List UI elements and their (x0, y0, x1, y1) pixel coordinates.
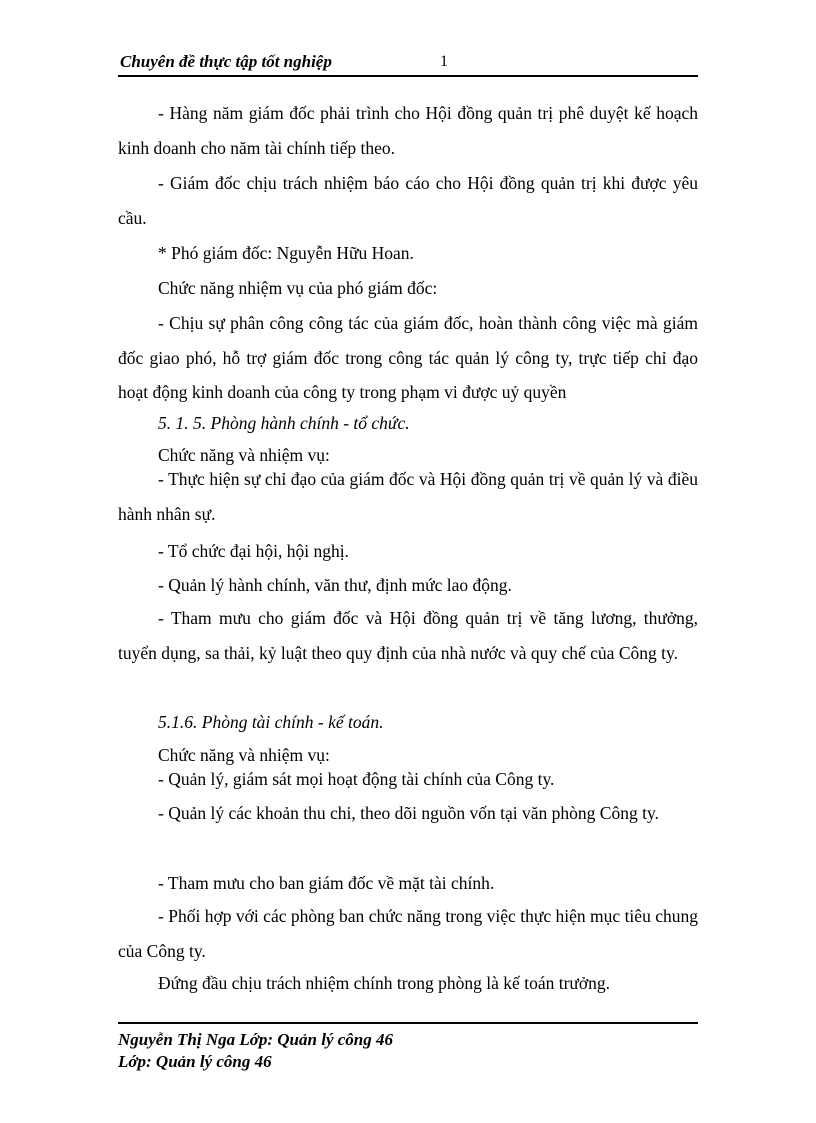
paragraph-hr-management: - Thực hiện sự chỉ đạo của giám đốc và Hội đồng quản trị về quản lý và điều hành nhân sự. (118, 469, 698, 524)
section-heading-515: 5. 1. 5. Phòng hành chính - tổ chức. (158, 413, 410, 433)
header-title: Chuyên đề thực tập tốt nghiệp (120, 52, 332, 71)
page-number: 1 (440, 53, 448, 70)
footer-author-class: Nguyễn Thị Nga Lớp: Quản lý công 46 (118, 1030, 393, 1049)
paragraph-meetings: - Tổ chức đại hội, hội nghị. (158, 541, 349, 561)
footer-class: Lớp: Quản lý công 46 (118, 1052, 272, 1071)
paragraph-finance-advice: - Tham mưu cho ban giám đốc về mặt tài chính. (158, 873, 495, 893)
paragraph-deputy-duties-label: Chức năng nhiệm vụ của phó giám đốc: (158, 278, 438, 298)
paragraph-revenue-expense: - Quản lý các khoản thu chi, theo dõi nguồn vốn tại văn phòng Công ty. (158, 803, 659, 823)
paragraph-deputy-duties: - Chịu sự phân công công tác của giám đốc, hoàn thành công việc mà giám đốc giao phó, hỗ trợ giám đốc trong công tác quản lý công ty, trực tiếp chỉ đạo hoạt động kinh doanh của công ty trong phạm vi được uỷ quyền (118, 313, 698, 403)
paragraph-chief-accountant: Đứng đầu chịu trách nhiệm chính trong phòng là kế toán trưởng. (158, 973, 611, 993)
paragraph-deputy-director: * Phó giám đốc: Nguyễn Hữu Hoan. (158, 243, 414, 263)
section-heading-516: 5.1.6. Phòng tài chính - kế toán. (158, 712, 384, 732)
paragraph-director-report: - Giám đốc chịu trách nhiệm báo cáo cho Hội đồng quản trị khi được yêu cầu. (118, 173, 698, 228)
paragraph-annual-plan: - Hàng năm giám đốc phải trình cho Hội đồng quản trị phê duyệt kế hoạch kinh doanh cho năm tài chính tiếp theo. (118, 103, 698, 158)
paragraph-functions-label-2: Chức năng và nhiệm vụ: (158, 745, 330, 765)
paragraph-finance-supervision: - Quản lý, giám sát mọi hoạt động tài chính của Công ty. (158, 769, 555, 789)
paragraph-coordination: - Phối hợp với các phòng ban chức năng trong việc thực hiện mục tiêu chung của Công ty. (118, 906, 698, 961)
paragraph-functions-label-1: Chức năng và nhiệm vụ: (158, 445, 330, 465)
paragraph-admin: - Quản lý hành chính, văn thư, định mức lao động. (158, 575, 512, 595)
document-body (118, 0, 698, 1000)
paragraph-hr-advice: - Tham mưu cho giám đốc và Hội đồng quản trị về tăng lương, thưởng, tuyển dụng, sa thải, kỷ luật theo quy định của nhà nước và quy chế của Công ty. (118, 608, 698, 663)
footer-rule (118, 1022, 698, 1024)
